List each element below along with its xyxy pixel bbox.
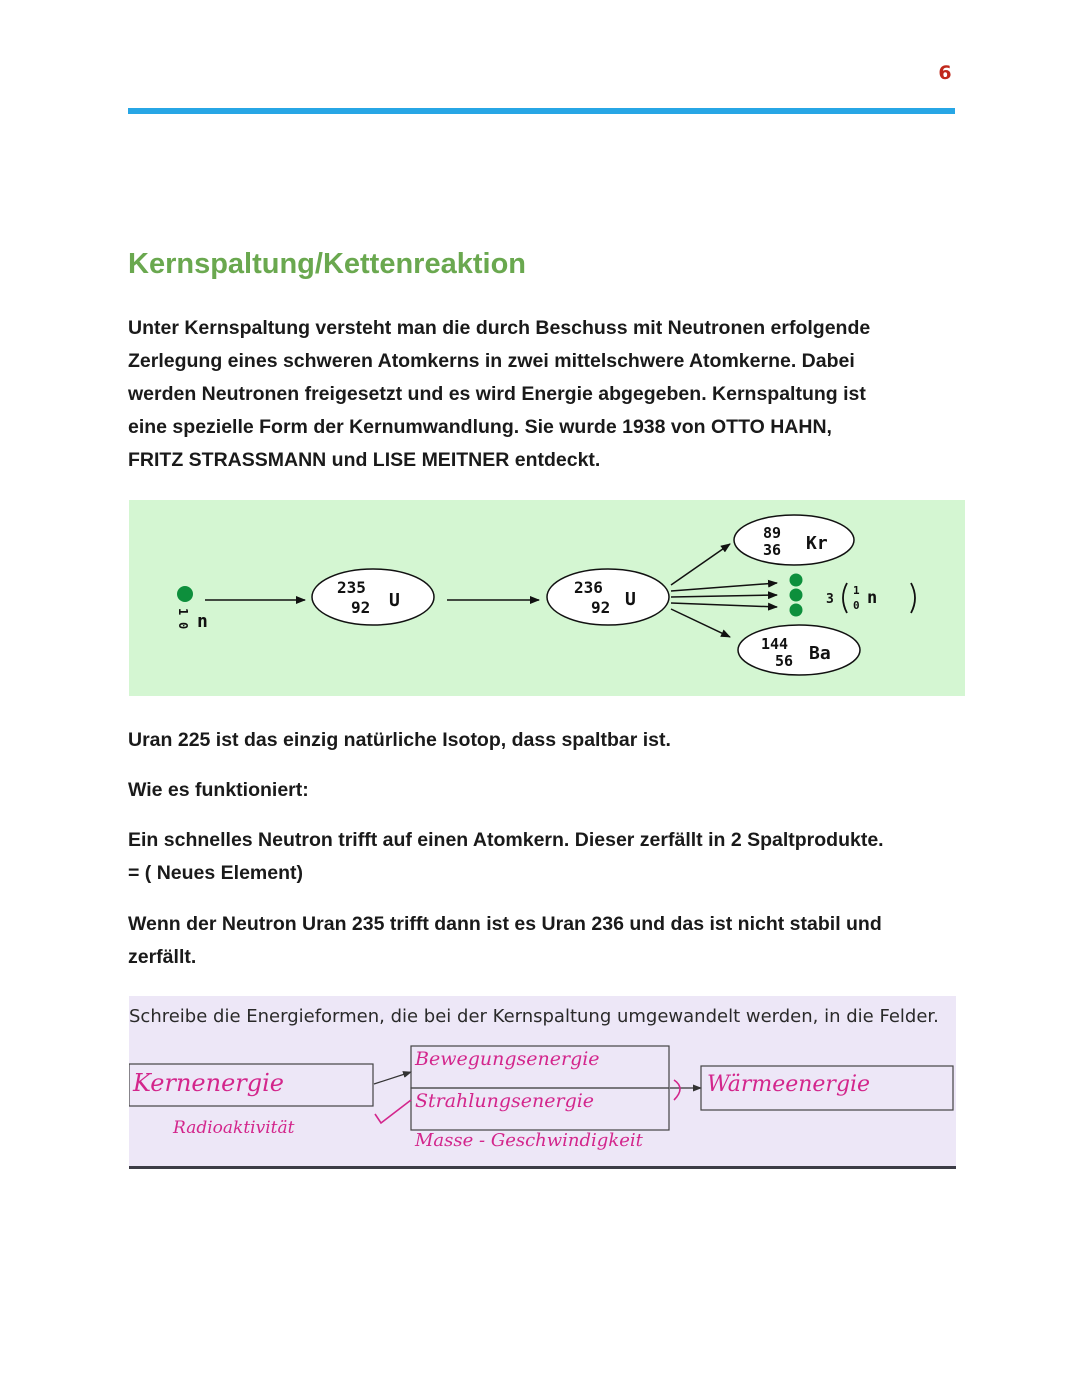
u235-mass: 235 [337, 578, 366, 597]
barium-symbol: Ba [809, 643, 831, 664]
neutron-symbol: n [197, 611, 208, 632]
handwritten-brace [674, 1080, 680, 1100]
answer-radioaktivitaet: Radioaktivität [173, 1118, 295, 1138]
answer-masse-geschwindigkeit: Masse - Geschwindigkeit [415, 1130, 643, 1151]
arrow-to-neutron-3 [671, 603, 777, 607]
krypton-symbol: Kr [806, 533, 828, 554]
intro-line: werden Neutronen freigesetzt und es wird Energie abgegeben. Kernspaltung ist [128, 383, 866, 405]
uranium-note: Uran 225 ist das einzig natürliche Isotop, dass spaltbar ist. [128, 729, 671, 751]
incoming-neutron-dot [177, 586, 193, 602]
answer-kernenergie: Kernenergie [133, 1069, 284, 1097]
barium-mass: 144 [761, 635, 789, 653]
arrow-to-krypton [671, 544, 730, 585]
u235-nucleus [312, 569, 434, 625]
arrow-to-energy-forms [374, 1072, 411, 1084]
neutron-line: Ein schnelles Neutron trifft auf einen Atomkern. Dieser zerfällt in 2 Spaltprodukte. [128, 829, 884, 851]
arrow-to-neutron-1 [671, 583, 777, 591]
neutron-charge: 0 [176, 622, 190, 630]
neutron-paragraph [128, 824, 963, 890]
u235-charge: 92 [351, 598, 371, 617]
left-parenthesis [843, 583, 847, 613]
fission-diagram-svg [129, 500, 965, 696]
explanation-line: Wenn der Neutron Uran 235 trifft dann ist es Uran 236 und das ist nicht stabil und [128, 913, 882, 935]
barium-charge: 56 [775, 652, 794, 670]
arrow-to-neutron-2 [671, 595, 777, 597]
intro-paragraph [128, 312, 948, 477]
u236-mass: 236 [574, 578, 603, 597]
arrow-to-barium [671, 609, 730, 637]
neutron-line: = ( Neues Element) [128, 862, 304, 884]
neutron-mass: 1 [176, 608, 190, 616]
section-heading: Kernspaltung/Kettenreaktion [128, 248, 526, 280]
krypton-nucleus [734, 515, 854, 565]
free-neutron-mass: 1 [853, 584, 860, 597]
page-number: 6 [938, 62, 952, 84]
intro-line: Unter Kernspaltung versteht man die durch Beschuss mit Neutronen erfolgende [128, 317, 871, 339]
intro-line: eine spezielle Form der Kernumwandlung. Sie wurde 1938 von OTTO HAHN, [128, 416, 832, 438]
right-parenthesis [911, 583, 915, 613]
free-neutron-dot [790, 604, 803, 617]
krypton-mass: 89 [763, 524, 782, 542]
u236-symbol: U [625, 589, 636, 610]
intro-line: FRITZ STRASSMANN und LISE MEITNER entdeckt. [128, 449, 601, 471]
explanation-line: zerfällt. [128, 946, 197, 968]
free-neutron-count: 3 [826, 592, 834, 607]
u236-charge: 92 [591, 598, 611, 617]
krypton-charge: 36 [763, 541, 782, 559]
fission-diagram [129, 500, 965, 696]
intro-line: Zerlegung eines schweren Atomkerns in zwei mittelschwere Atomkerne. Dabei [128, 350, 855, 372]
free-neutron-dot [790, 589, 803, 602]
answer-waermeenergie: Wärmeenergie [707, 1072, 871, 1097]
how-it-works-heading: Wie es funktioniert: [128, 779, 309, 801]
free-neutron-charge: 0 [853, 599, 860, 612]
worksheet-instruction: Schreibe die Energieformen, die bei der Kernspaltung umgewandelt werden, in die Felder. [129, 1006, 939, 1027]
header-rule [128, 108, 955, 114]
free-neutron-symbol: n [867, 588, 878, 608]
answer-bewegungsenergie: Bewegungsenergie [415, 1048, 600, 1070]
energy-worksheet [129, 996, 956, 1169]
barium-nucleus [738, 625, 860, 675]
free-neutron-dot [790, 574, 803, 587]
answer-strahlungsenergie: Strahlungsenergie [415, 1090, 595, 1112]
handwritten-check-mark [375, 1100, 411, 1123]
explanation-paragraph [128, 908, 963, 974]
u235-symbol: U [389, 590, 400, 611]
